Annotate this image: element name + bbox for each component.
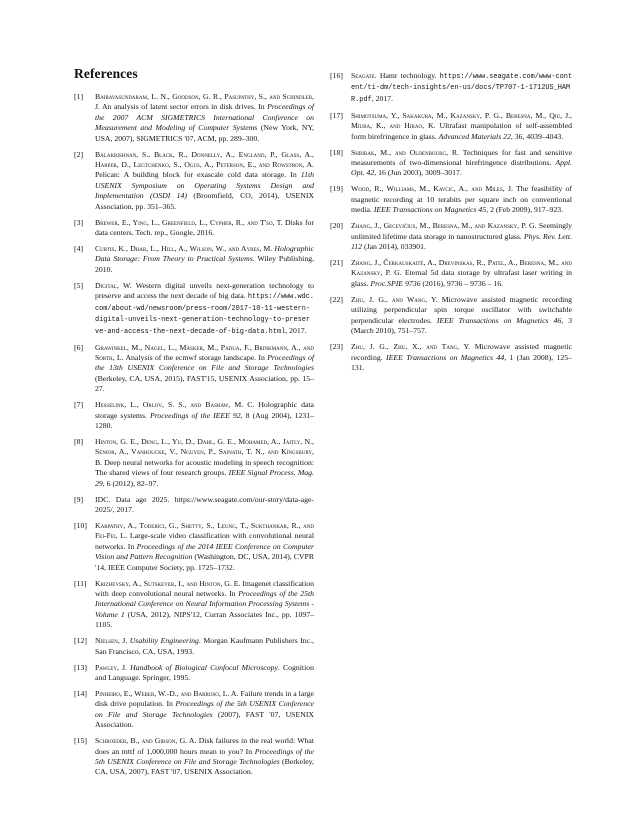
reference-item: [330, 342, 572, 373]
reference-text: (Berkeley, CA, USA, 2015), FAST'15, USENIX Association, pp. 15–27.: [95, 373, 314, 394]
reference-authors: Zhu, J. G., Zhu, X., and Tang, Y.: [351, 342, 471, 352]
reference-text: (Broomfield, CO, 2014), USENIX Association, pp. 351–365.: [95, 191, 315, 211]
reference-number: [12]: [74, 636, 87, 646]
reference-item: [74, 736, 314, 778]
reference-venue: IEEE Transactions on Magnetics 44: [386, 352, 505, 362]
reference-authors: Digital, W.: [95, 280, 132, 290]
reference-text: Ultrafast manipulation of self-assembled form birefringence in glass.: [351, 121, 572, 141]
reference-number: [16]: [330, 71, 343, 80]
reference-text: (Washington, DC, USA, 2014), CVPR '14, IEEE Computer Society, pp. 1725–1732.: [95, 552, 314, 572]
reference-authors: Karpathy, A., Toderici, G., Shetty, S., Leung, T., Sukthankar, R., and Fei-Fei, L.: [95, 520, 314, 541]
reference-authors: Curtis, K., Dhar, L., Hill, A., Wilson, W., and Ayres, M.: [95, 244, 273, 254]
reference-text: (USA, 2012), NIPS'12, Curran Associates Inc., pp. 1097–1105.: [95, 609, 314, 630]
reference-number: [11]: [74, 578, 87, 588]
reference-text: . Morgan Kaufmann Publishers Inc., San Francisco, CA, USA, 1993.: [95, 636, 314, 656]
reference-number: [1]: [74, 92, 84, 101]
references-column-right: [330, 71, 572, 379]
reference-authors: Zhang, J., Čerkauskaitė, A., Drevinskas, R., Patel, A., Beresna, M., and Kazansky, P. G.: [351, 258, 572, 278]
reference-number: [20]: [330, 221, 343, 231]
reference-number: [21]: [330, 258, 343, 268]
reference-venue: Proceedings of the 2007 ACM SIGMETRICS International Conference on Measurement and Modeling of Computer Systems: [95, 102, 314, 133]
reference-text: Seemingly unlimited lifetime data storage in nanostructured glass.: [351, 221, 572, 241]
reference-number: [14]: [74, 689, 87, 699]
reference-venue: IEEE Transactions on Magnetics 45: [373, 205, 487, 215]
reference-number: [5]: [74, 280, 84, 290]
reference-venue: Proc.SPIE 9736: [370, 278, 421, 288]
reference-number: [17]: [330, 110, 343, 120]
reference-text: , 1 (Jan 2008), 125–131.: [351, 352, 572, 372]
reference-number: [3]: [74, 217, 84, 227]
reference-item: [330, 71, 572, 105]
reference-number: [2]: [74, 149, 84, 159]
reference-item: [74, 689, 314, 731]
reference-text: . Cognition and Language. Springer, 1995.: [95, 662, 314, 683]
reference-text: Disks for data centers. Tech. rep., Google, 2016.: [95, 217, 314, 238]
reference-authors: Balakrishnan, S., Black, R., Donnelly, A., England, P., Glass, A., Harper, D., Legtchenko, S., Ogus, A., Peterson, E., and Rowstron, A.: [95, 149, 314, 170]
reference-item: [330, 295, 572, 337]
reference-authors: Shribak, M., and Oldenbourg, R.: [351, 147, 460, 157]
reference-item: [74, 400, 314, 431]
reference-text: (2007), FAST '07, USENIX Association.: [95, 709, 314, 730]
reference-item: [74, 150, 314, 212]
reference-text: Microwave assisted magnetic recording.: [351, 342, 572, 362]
reference-venue: Proceedings of the IEEE 92: [149, 410, 241, 420]
references-heading: References: [74, 66, 138, 81]
reference-venue: Handbook of Biological Confocal Microscopy: [130, 662, 278, 672]
reference-authors: Krizhevsky, A., Sutskever, I., and Hinton, G. E.: [95, 578, 241, 588]
reference-item: [74, 521, 314, 573]
reference-text: , 6 (2012), 82–97.: [102, 478, 159, 488]
reference-text: (New York, NY, USA, 2007), SIGMETRICS '07, ACM, pp. 289–300.: [95, 123, 314, 143]
reference-number: [22]: [330, 294, 343, 304]
reference-text: IDC. Data age 2025. https://www.seagate.com/our-story/data-age-2025/, 2017.: [95, 494, 314, 514]
reference-authors: Pinheiro, E., Weber, W.-D., and Barroso, L. A.: [95, 689, 239, 699]
reference-item: [74, 244, 314, 275]
reference-venue: Holographic Data Storage: From Theory to Practical Systems: [95, 244, 314, 264]
reference-url[interactable]: https://www.wdc.com/about-wd/newsroom/press-room/2017-10-11-western-digital-unveils-next-generation-technology-to-preserve-and-access-the-next-decade-of-big-data.html: [95, 293, 314, 336]
reference-authors: Grawinkel, M., Nagel, L., Mäsker, M., Padua, F., Brinkmann, A., and Sorth, L.: [95, 342, 314, 362]
reference-venue: Proceedings of the 5th USENIX Conference on File and Storage Technologies: [95, 746, 314, 767]
reference-item: [74, 636, 314, 657]
reference-text: Microwave assisted magnetic recording utilizing perpendicular spin torque oscillator with switchable perpendicular electrodes.: [351, 294, 573, 325]
reference-text: Analysis of the ecmwf storage landscape. In: [123, 352, 268, 362]
reference-authors: Shimotsuma, Y., Sakakura, M., Kazansky, P. G., Beresna, M., Qiu, J., Miura, K., and Hirao, K.: [351, 110, 572, 131]
reference-number: [6]: [74, 342, 84, 352]
reference-number: [19]: [330, 184, 343, 194]
reference-number: [23]: [330, 342, 343, 352]
reference-authors: Wood, R., Williams, M., Kavcic, A., and Miles, J.: [351, 184, 513, 194]
reference-text: (Berkeley, CA, USA, 2007), FAST '07, USENIX Association.: [95, 757, 314, 777]
reference-item: [330, 184, 572, 215]
reference-venue: Proceedings of the 2014 IEEE Conference on Computer Vision and Pattern Recognition: [95, 541, 315, 562]
reference-venue: Usability Engineering: [129, 636, 199, 646]
reference-text: , 2017.: [285, 325, 307, 335]
reference-text: . Wiley Publishing, 2010.: [95, 254, 315, 274]
reference-number: [13]: [74, 662, 87, 672]
reference-text: , 2017.: [371, 93, 393, 103]
reference-venue: Phys. Rev. Lett. 112: [351, 231, 572, 252]
reference-text: Western digital unveils next-generation technology to preserve and access the next decade of big data.: [95, 280, 314, 301]
reference-text: Large-scale video classification with convolutional neural networks. In: [95, 531, 314, 551]
reference-number: [18]: [330, 147, 343, 157]
reference-item: [330, 111, 572, 142]
reference-text: Techniques for fast and sensitive measurements of two-dimensional birefringence distributions.: [351, 147, 572, 168]
reference-text: An analysis of latent sector errors in disk drives. In: [99, 102, 268, 112]
reference-number: [10]: [74, 520, 87, 530]
reference-authors: Pawley, J.: [95, 662, 127, 672]
reference-item: [330, 221, 572, 252]
reference-authors: Schroeder, B., and Gibson, G. A.: [95, 736, 197, 746]
reference-item: [74, 495, 314, 516]
reference-authors: Hesselink, L., Orlov, S. S., and Bashaw, M. C.: [95, 400, 255, 410]
reference-authors: Hinton, G. E., Deng, L., Yu, D., Dahl, G. E., Mohamed, A., Jaitly, N., Senior, A., Vanhoucke, V., Nguyen, P., Sainath, T. N., and Kingsbury, B.: [95, 436, 314, 467]
reference-item: [330, 148, 572, 179]
reference-authors: Zhang, J., Gecevičius, M., Beresna, M., and Kazansky, P. G.: [351, 221, 537, 231]
reference-venue: Advanced Materials 22: [438, 131, 511, 141]
reference-venue: IEEE Signal Process. Mag. 29: [95, 468, 314, 488]
reference-text: Hamr technology.: [376, 71, 440, 80]
reference-item: [74, 218, 314, 239]
reference-text: Deep neural networks for acoustic modeling in speech recognition: The shared views of four research groups.: [95, 457, 314, 478]
reference-text: , 36, 4039–4043.: [510, 131, 564, 141]
reference-authors: Seagate.: [351, 71, 377, 80]
reference-item: [74, 343, 314, 395]
reference-authors: Brewer, E., Ying, L., Greenfield, L., Cypher, R., and T'so, T.: [95, 217, 283, 227]
reference-item: [330, 258, 572, 289]
reference-number: [9]: [74, 494, 84, 504]
reference-authors: Nielsen, J.: [95, 636, 128, 646]
reference-venue: Proceedings of the 25th International Conference on Neural Information Processing Systems - Volume 1: [95, 589, 314, 619]
reference-venue: Appl. Opt. 42: [351, 158, 572, 178]
reference-text: , 8 (Aug 2004), 1231–1280.: [95, 410, 314, 430]
reference-text: The feasibility of magnetic recording at 10 terabits per square inch on conventional media.: [351, 184, 572, 215]
reference-venue: Proceedings of the 13th USENIX Conference on File and Storage Technologies: [95, 352, 314, 373]
reference-text: , 2 (Feb 2009), 917–923.: [486, 205, 564, 215]
reference-venue: IEEE Transactions on Magnetics 46: [436, 315, 562, 325]
reference-number: [15]: [74, 736, 87, 746]
reference-text: Pelican: A building block for exascale cold data storage. In: [95, 170, 301, 180]
reference-item: [74, 437, 314, 489]
reference-text: , 16 (Jun 2003), 3009–3017.: [374, 168, 462, 178]
reference-text: Holographic data storage systems.: [95, 400, 314, 420]
reference-text: (Jan 2014), 033901.: [362, 242, 426, 252]
reference-item: [74, 281, 314, 337]
reference-text: (2016), 9736 – 9736 – 16.: [420, 278, 504, 288]
reference-number: [8]: [74, 436, 84, 446]
reference-authors: Zhu, J. G., and Wang, Y.: [351, 294, 438, 304]
reference-text: Failure trends in a large disk drive population. In: [95, 689, 314, 709]
reference-text: Imagenet classification with deep convolutional neural networks. In: [95, 578, 314, 598]
reference-text: , 3 (March 2010), 751–757.: [351, 315, 573, 336]
reference-text: Eternal 5d data storage by ultrafast laser writing in glass.: [351, 268, 572, 288]
reference-url[interactable]: https://www.seagate.com/www-content/ti-dm/tech-insights/en-us/docs/TP707-1-1712US_HAMR.pdf: [351, 73, 572, 104]
reference-item: [74, 92, 314, 144]
reference-text: Disk failures in the real world: What does an mttf of 1,000,000 hours mean to you? In: [95, 736, 314, 756]
reference-venue: Proceedings of the 5th USENIX Conference on File and Storage Technologies: [95, 699, 314, 719]
reference-authors: Bairavasundaram, L. N., Goodson, G. R., Pasupathy, S., and Schindler, J.: [95, 92, 314, 112]
references-column-left: [74, 92, 314, 783]
reference-number: [4]: [74, 244, 84, 254]
reference-item: [74, 663, 314, 684]
reference-number: [7]: [74, 400, 84, 410]
reference-venue: 11th USENIX Symposium on Operating Systems Design and Implementation (OSDI 14): [95, 170, 314, 201]
reference-item: [74, 579, 314, 631]
